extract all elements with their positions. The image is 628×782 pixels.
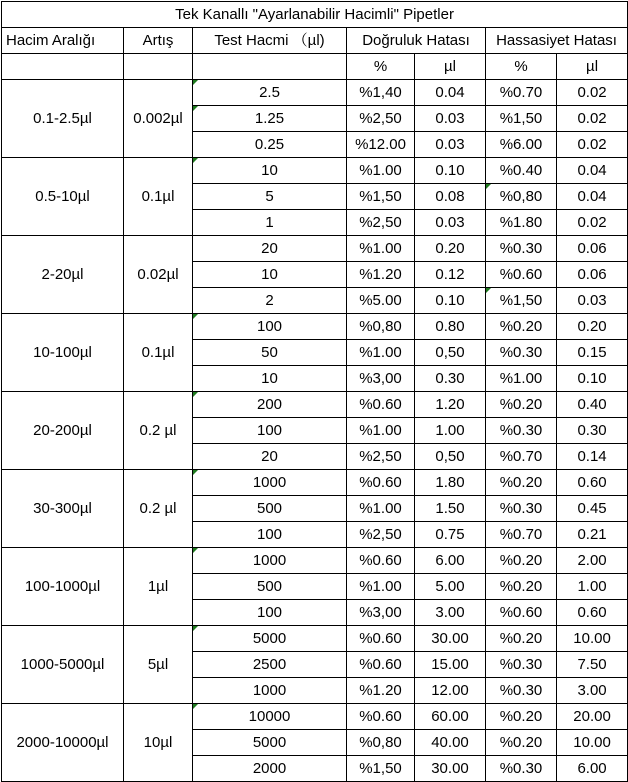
table-row — [2, 80, 628, 106]
increment-cell: 0.2 µl — [124, 470, 193, 548]
title-row — [2, 2, 628, 28]
test-volume-cell: 20 — [193, 236, 347, 262]
accuracy-percent-cell: %1.00 — [347, 340, 415, 366]
volume-range-cell: 100-1000µl — [2, 548, 124, 626]
precision-percent-cell: %0.30 — [486, 236, 557, 262]
volume-range-cell: 0.1-2.5µl — [2, 80, 124, 158]
precision-microliter-cell: 0.02 — [557, 210, 628, 236]
precision-percent-cell: %0.60 — [486, 262, 557, 288]
test-volume-cell: 10000 — [193, 704, 347, 730]
precision-microliter-cell: 1.00 — [557, 574, 628, 600]
units-blank — [124, 54, 193, 80]
volume-range-cell: 0.5-10µl — [2, 158, 124, 236]
increment-cell: 0.1µl — [124, 158, 193, 236]
accuracy-microliter-cell: 0.10 — [415, 288, 486, 314]
precision-percent-cell: %0.30 — [486, 652, 557, 678]
increment-cell: 0.02µl — [124, 236, 193, 314]
precision-percent-cell: %1,50 — [486, 106, 557, 132]
precision-percent-cell: %0.30 — [486, 678, 557, 704]
precision-microliter-cell: 6.00 — [557, 756, 628, 782]
header-precision-error: Hassasiyet Hatası — [486, 28, 628, 54]
precision-microliter-cell: 10.00 — [557, 730, 628, 756]
accuracy-percent-cell: %1.00 — [347, 158, 415, 184]
precision-microliter-cell: 0.06 — [557, 262, 628, 288]
accuracy-microliter-cell: 0.03 — [415, 132, 486, 158]
accuracy-percent-cell: %1.20 — [347, 678, 415, 704]
units-blank — [2, 54, 124, 80]
accuracy-microliter-cell: 0.30 — [415, 366, 486, 392]
units-row — [2, 54, 628, 80]
accuracy-percent-cell: %0.60 — [347, 704, 415, 730]
accuracy-percent-cell: %0.60 — [347, 626, 415, 652]
unit-precision-percent: % — [486, 54, 557, 80]
accuracy-microliter-cell: 0.20 — [415, 236, 486, 262]
accuracy-percent-cell: %1,40 — [347, 80, 415, 106]
table-row — [2, 158, 628, 184]
header-accuracy-error: Doğruluk Hatası — [347, 28, 486, 54]
volume-range-cell: 2000-10000µl — [2, 704, 124, 782]
precision-microliter-cell: 0.02 — [557, 106, 628, 132]
test-volume-cell: 100 — [193, 418, 347, 444]
precision-percent-cell: %0.70 — [486, 522, 557, 548]
accuracy-microliter-cell: 0,50 — [415, 340, 486, 366]
increment-cell: 0.2 µl — [124, 392, 193, 470]
accuracy-percent-cell: %3,00 — [347, 600, 415, 626]
accuracy-percent-cell: %2,50 — [347, 444, 415, 470]
test-volume-cell: 10 — [193, 262, 347, 288]
test-volume-cell: 100 — [193, 522, 347, 548]
unit-precision-microliter: µl — [557, 54, 628, 80]
increment-cell: 10µl — [124, 704, 193, 782]
accuracy-percent-cell: %0.60 — [347, 470, 415, 496]
accuracy-percent-cell: %1.00 — [347, 236, 415, 262]
accuracy-percent-cell: %1.00 — [347, 574, 415, 600]
header-row — [2, 28, 628, 54]
accuracy-microliter-cell: 0.75 — [415, 522, 486, 548]
table-row — [2, 392, 628, 418]
test-volume-cell: 1000 — [193, 470, 347, 496]
accuracy-microliter-cell: 0.03 — [415, 106, 486, 132]
test-volume-cell: 10 — [193, 158, 347, 184]
precision-percent-cell: %0.20 — [486, 314, 557, 340]
precision-percent-cell: %0,80 — [486, 184, 557, 210]
table-row — [2, 626, 628, 652]
precision-microliter-cell: 7.50 — [557, 652, 628, 678]
table-row — [2, 470, 628, 496]
precision-microliter-cell: 0.10 — [557, 366, 628, 392]
test-volume-cell: 1.25 — [193, 106, 347, 132]
test-volume-cell: 1 — [193, 210, 347, 236]
precision-microliter-cell: 2.00 — [557, 548, 628, 574]
table-row — [2, 236, 628, 262]
precision-microliter-cell: 0.04 — [557, 184, 628, 210]
precision-microliter-cell: 0.45 — [557, 496, 628, 522]
accuracy-microliter-cell: 40.00 — [415, 730, 486, 756]
volume-range-cell: 2-20µl — [2, 236, 124, 314]
test-volume-cell: 0.25 — [193, 132, 347, 158]
test-volume-cell: 1000 — [193, 548, 347, 574]
precision-percent-cell: %0.20 — [486, 470, 557, 496]
accuracy-microliter-cell: 1.20 — [415, 392, 486, 418]
test-volume-cell: 200 — [193, 392, 347, 418]
precision-percent-cell: %0.60 — [486, 600, 557, 626]
volume-range-cell: 10-100µl — [2, 314, 124, 392]
precision-percent-cell: %0.30 — [486, 418, 557, 444]
increment-cell: 0.002µl — [124, 80, 193, 158]
precision-percent-cell: %0.30 — [486, 496, 557, 522]
table-row — [2, 548, 628, 574]
precision-microliter-cell: 0.03 — [557, 288, 628, 314]
accuracy-microliter-cell: 12.00 — [415, 678, 486, 704]
unit-accuracy-percent: % — [347, 54, 415, 80]
precision-microliter-cell: 0.40 — [557, 392, 628, 418]
accuracy-percent-cell: %1,50 — [347, 184, 415, 210]
accuracy-percent-cell: %3,00 — [347, 366, 415, 392]
test-volume-cell: 2.5 — [193, 80, 347, 106]
pipette-spec-table — [1, 1, 628, 782]
units-blank — [193, 54, 347, 80]
accuracy-percent-cell: %12.00 — [347, 132, 415, 158]
accuracy-percent-cell: %2,50 — [347, 106, 415, 132]
precision-percent-cell: %0.70 — [486, 80, 557, 106]
accuracy-percent-cell: %1.00 — [347, 418, 415, 444]
precision-microliter-cell: 0.20 — [557, 314, 628, 340]
test-volume-cell: 2500 — [193, 652, 347, 678]
volume-range-cell: 20-200µl — [2, 392, 124, 470]
accuracy-microliter-cell: 15.00 — [415, 652, 486, 678]
precision-microliter-cell: 0.02 — [557, 80, 628, 106]
accuracy-percent-cell: %5.00 — [347, 288, 415, 314]
precision-percent-cell: %1,50 — [486, 288, 557, 314]
test-volume-cell: 2000 — [193, 756, 347, 782]
accuracy-percent-cell: %0,80 — [347, 730, 415, 756]
increment-cell: 0.1µl — [124, 314, 193, 392]
table-title: Tek Kanallı "Ayarlanabilir Hacimli" Pipetler — [2, 2, 628, 28]
accuracy-microliter-cell: 1.50 — [415, 496, 486, 522]
table-row — [2, 704, 628, 730]
test-volume-cell: 5000 — [193, 626, 347, 652]
test-volume-cell: 10 — [193, 366, 347, 392]
precision-percent-cell: %0.20 — [486, 626, 557, 652]
precision-percent-cell: %0.20 — [486, 392, 557, 418]
increment-cell: 1µl — [124, 548, 193, 626]
accuracy-microliter-cell: 0.03 — [415, 210, 486, 236]
precision-microliter-cell: 20.00 — [557, 704, 628, 730]
precision-percent-cell: %0.70 — [486, 444, 557, 470]
accuracy-percent-cell: %0.60 — [347, 392, 415, 418]
test-volume-cell: 5 — [193, 184, 347, 210]
precision-microliter-cell: 0.06 — [557, 236, 628, 262]
accuracy-percent-cell: %0.60 — [347, 548, 415, 574]
precision-microliter-cell: 10.00 — [557, 626, 628, 652]
precision-microliter-cell: 0.30 — [557, 418, 628, 444]
test-volume-cell: 2 — [193, 288, 347, 314]
precision-microliter-cell: 0.04 — [557, 158, 628, 184]
accuracy-percent-cell: %1.00 — [347, 496, 415, 522]
accuracy-microliter-cell: 0.80 — [415, 314, 486, 340]
header-volume-range: Hacim Aralığı — [2, 28, 124, 54]
precision-percent-cell: %1.00 — [486, 366, 557, 392]
precision-microliter-cell: 0.02 — [557, 132, 628, 158]
accuracy-microliter-cell: 60.00 — [415, 704, 486, 730]
test-volume-cell: 5000 — [193, 730, 347, 756]
precision-percent-cell: %1.80 — [486, 210, 557, 236]
accuracy-microliter-cell: 0.04 — [415, 80, 486, 106]
test-volume-cell: 100 — [193, 600, 347, 626]
test-volume-cell: 100 — [193, 314, 347, 340]
accuracy-microliter-cell: 5.00 — [415, 574, 486, 600]
accuracy-microliter-cell: 1.00 — [415, 418, 486, 444]
test-volume-cell: 1000 — [193, 678, 347, 704]
volume-range-cell: 30-300µl — [2, 470, 124, 548]
accuracy-microliter-cell: 0,50 — [415, 444, 486, 470]
accuracy-percent-cell: %2,50 — [347, 210, 415, 236]
accuracy-percent-cell: %2,50 — [347, 522, 415, 548]
precision-percent-cell: %0.30 — [486, 756, 557, 782]
header-test-volume: Test Hacmi （µl) — [193, 28, 347, 54]
precision-microliter-cell: 0.60 — [557, 470, 628, 496]
test-volume-cell: 50 — [193, 340, 347, 366]
precision-microliter-cell: 0.60 — [557, 600, 628, 626]
precision-percent-cell: %0.20 — [486, 548, 557, 574]
test-volume-cell: 500 — [193, 496, 347, 522]
volume-range-cell: 1000-5000µl — [2, 626, 124, 704]
accuracy-microliter-cell: 1.80 — [415, 470, 486, 496]
increment-cell: 5µl — [124, 626, 193, 704]
precision-percent-cell: %0.20 — [486, 574, 557, 600]
accuracy-microliter-cell: 6.00 — [415, 548, 486, 574]
accuracy-microliter-cell: 0.12 — [415, 262, 486, 288]
precision-percent-cell: %0.20 — [486, 730, 557, 756]
accuracy-microliter-cell: 3.00 — [415, 600, 486, 626]
precision-microliter-cell: 3.00 — [557, 678, 628, 704]
accuracy-microliter-cell: 0.10 — [415, 158, 486, 184]
precision-microliter-cell: 0.14 — [557, 444, 628, 470]
precision-percent-cell: %0.20 — [486, 704, 557, 730]
precision-percent-cell: %0.40 — [486, 158, 557, 184]
accuracy-percent-cell: %0.60 — [347, 652, 415, 678]
precision-microliter-cell: 0.21 — [557, 522, 628, 548]
table-row — [2, 314, 628, 340]
header-increment: Artış — [124, 28, 193, 54]
test-volume-cell: 20 — [193, 444, 347, 470]
accuracy-microliter-cell: 0.08 — [415, 184, 486, 210]
accuracy-percent-cell: %1,50 — [347, 756, 415, 782]
accuracy-microliter-cell: 30.00 — [415, 756, 486, 782]
precision-percent-cell: %6.00 — [486, 132, 557, 158]
accuracy-percent-cell: %0,80 — [347, 314, 415, 340]
precision-microliter-cell: 0.15 — [557, 340, 628, 366]
accuracy-microliter-cell: 30.00 — [415, 626, 486, 652]
unit-accuracy-microliter: µl — [415, 54, 486, 80]
test-volume-cell: 500 — [193, 574, 347, 600]
accuracy-percent-cell: %1.20 — [347, 262, 415, 288]
precision-percent-cell: %0.30 — [486, 340, 557, 366]
